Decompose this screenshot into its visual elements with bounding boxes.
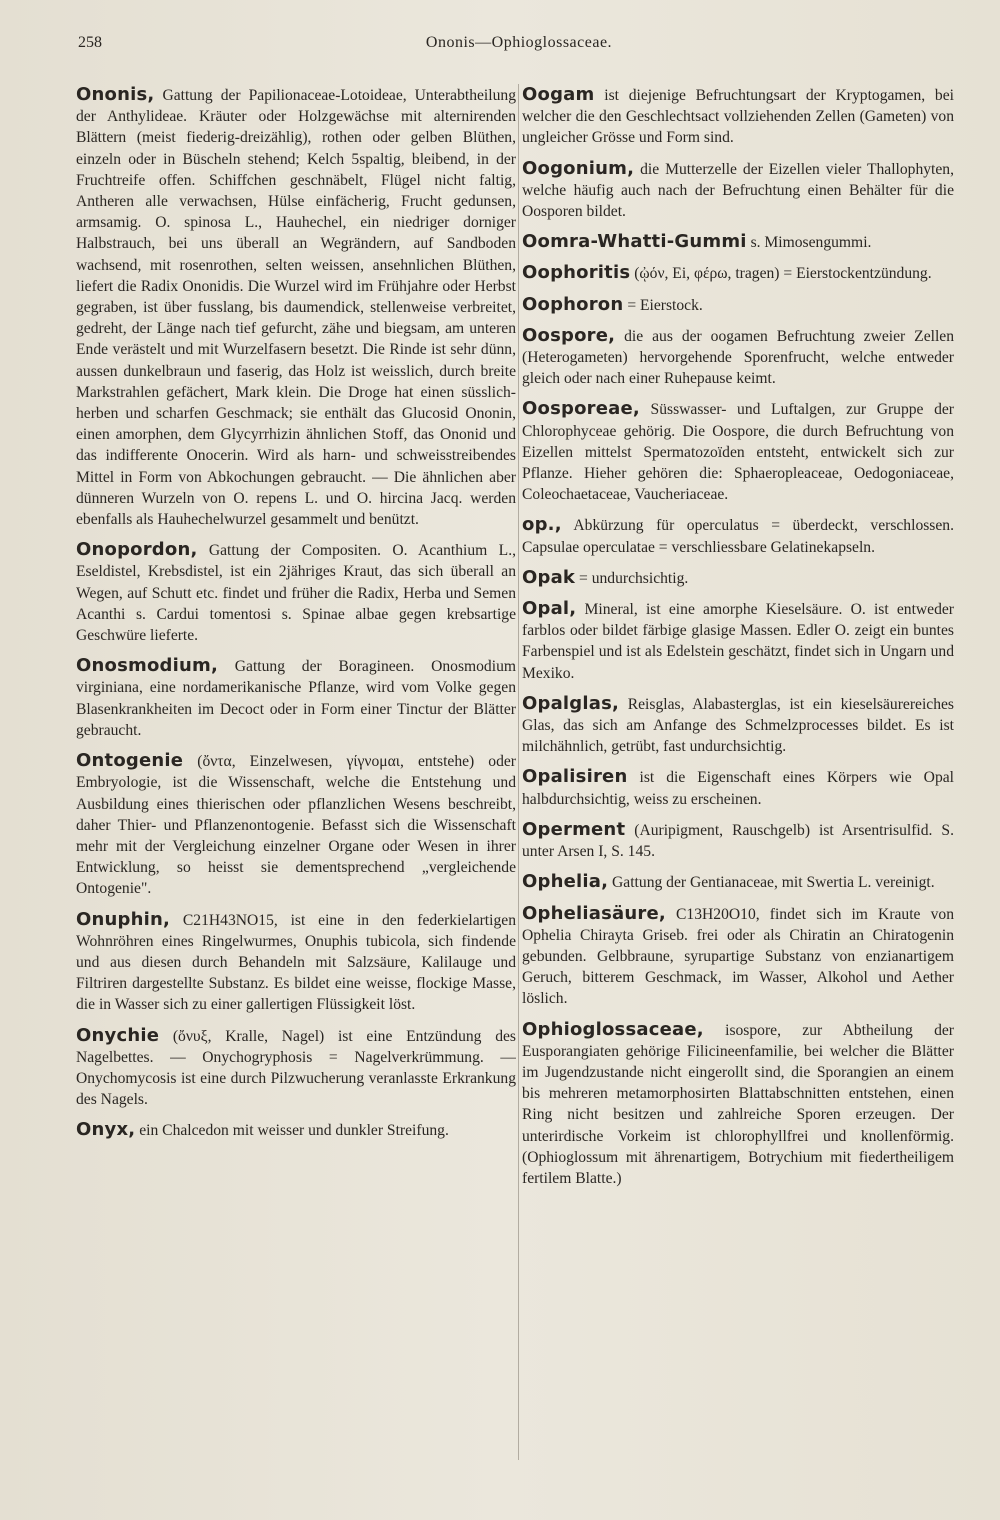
entry-text: isospore, zur Abtheilung der Eusporangiaten gehörige Filicineenfamilie, bei welcher die Blätter im Jugendzustande nicht eingerollt sind, die Sporangien an einem bis mehreren metamorphosirten Blattabschnitten entstehen, einen Ring nicht besitzen und zahlreiche Sporen erzeugen. Der unterirdische Vorkeim ist chlorophyllfrei und knollenförmig. (Ophioglossum mit ährenartigem, Botrychium mit fiedertheiligem fertilem Blatte.)	[522, 1021, 954, 1187]
dictionary-entry	[522, 158, 954, 223]
dictionary-entry	[522, 84, 954, 149]
dictionary-entry	[522, 871, 954, 893]
entry-text: (ᾠόν, Ei, φέρω, tragen) = Eierstockentzündung.	[634, 265, 932, 283]
running-title: Ononis—Ophioglossaceae.	[425, 34, 613, 51]
entry-headword: Onopordon,	[76, 539, 198, 561]
entry-headword: Oophoritis	[522, 262, 631, 284]
entry-text: Süsswasser- und Luftalgen, zur Gruppe der Chlorophyceae gehörig. Die Oospore, die durch Befruchtung von Eizellen mittelst Spermatozoïden entsteht, entwickelt sich zur Pflanze. Hieher gehören die: Sphaeropleaceae, Oedogoniaceae, Coleochaetaceae, Vaucheriaceae.	[522, 401, 954, 504]
entry-headword: Ophioglossaceae,	[522, 1018, 704, 1040]
entry-headword: Onuphin,	[76, 908, 171, 930]
entry-headword: Oomra-Whatti-Gummi	[522, 231, 747, 253]
entry-headword: Ononis,	[76, 84, 155, 105]
entry-headword: Onosmodium,	[76, 655, 218, 677]
dictionary-entry	[76, 750, 516, 899]
entry-headword: Opak	[522, 566, 576, 588]
dictionary-entry	[522, 819, 954, 862]
page-header	[78, 34, 960, 58]
dictionary-entry	[522, 231, 954, 253]
entry-headword: Opal,	[522, 598, 577, 620]
entry-text: ist die Eigenschaft eines Körpers wie Opal halbdurchsichtig, weiss zu erscheinen.	[522, 769, 954, 808]
entry-text: Abkürzung für operculatus = überdeckt, verschlossen. Capsulae operculatae = verschliessbare Gelatinekapseln.	[522, 517, 954, 556]
dictionary-entry	[76, 1025, 516, 1111]
entry-text: C13H20O10, findet sich im Kraute von Ophelia Chirayta Griseb. frei oder als Chiratin an Chiratogenin gebunden. Gelbbraune, syrupartige Substanz von enzianartigem Geruch, bitterem Geschmack, im Wasser, Alkohol und Aether löslich.	[522, 905, 954, 1008]
dictionary-entry	[522, 766, 954, 809]
entry-headword: Ontogenie	[76, 750, 184, 772]
dictionary-entry	[522, 567, 954, 589]
entry-headword: Onychie	[76, 1024, 160, 1046]
dictionary-entry	[76, 655, 516, 741]
column-divider	[518, 84, 519, 1460]
entry-headword: Ophelia,	[522, 871, 609, 893]
entry-text: (Auripigment, Rauschgelb) ist Arsentrisulfid. S. unter Arsen I, S. 145.	[522, 821, 954, 861]
entry-text: = undurchsichtig.	[579, 569, 689, 587]
entry-headword: Oogonium,	[522, 157, 635, 179]
entry-text: die Mutterzelle der Eizellen vieler Thallophyten, welche häufig auch nach der Befruchtung einen Behälter für die Oosporen bildet.	[522, 160, 954, 221]
right-column	[522, 84, 954, 1480]
entry-text: (ὄνυξ, Kralle, Nagel) ist eine Entzündung des Nagelbettes. — Onychogryphosis = Nagelverkrümmung. — Onychomycosis ist eine durch Pilzwucherung veranlasste Erkrankung des Nagels.	[76, 1027, 516, 1109]
entry-text: ist diejenige Befruchtungsart der Kryptogamen, bei welcher die den Geschlechtsact vollziehenden Zellen (Gameten) von ungleicher Grösse und Form sind.	[522, 87, 954, 147]
entry-headword: Operment	[522, 818, 626, 840]
dictionary-entry	[522, 903, 954, 1010]
entry-headword: Oogam	[522, 84, 595, 105]
entry-text: s. Mimosengummi.	[750, 234, 872, 252]
entry-headword: Oospore,	[522, 324, 616, 346]
entry-headword: Opheliasäure,	[522, 902, 666, 924]
entry-headword: Onyx,	[76, 1119, 136, 1141]
dictionary-entry	[522, 514, 954, 557]
entry-headword: Oosporeae,	[522, 398, 640, 420]
dictionary-entry	[522, 294, 954, 316]
dictionary-entry	[522, 325, 954, 390]
entry-text: Gattung der Compositen. O. Acanthium L., Eseldistel, Krebsdistel, ist ein 2jähriges Kraut, das sich überall an Wegen, auf Schutt etc. findet und früher die Radix, Herba und Semen Acanthi s. Cardui tomentosi s. Spinae albae gegen krebsartige Geschwüre lieferte.	[76, 542, 516, 645]
entry-text: Gattung der Boragineen. Onosmodium virginiana, eine nordamerikanische Pflanze, wird vom Volke gegen Blasenkrankheiten im Decoct oder in Form einer Tinctur der Blätter gebraucht.	[76, 658, 516, 739]
entry-text: = Eierstock.	[627, 296, 703, 314]
entry-text: die aus der oogamen Befruchtung zweier Zellen (Heterogameten) hervorgehende Sporenfrucht, welche entweder gleich oder nach einer Ruhepause keimt.	[522, 327, 954, 388]
entry-text: Gattung der Papilionaceae-Lotoideae, Unterabtheilung der Anthylideae. Kräuter oder Holzgewächse mit alternirenden Blättern (meist fiederig-dreizählig), rothen oder gelben Blüthen, einzeln oder in Büscheln stehend; Kelch 5spaltig, bleibend, in der Fruchtreife offen. Schiffchen geschnäbelt, Flügel nicht faltig, Antheren alle verwachsen, Hülse einfächerig, Frucht gedunsen, armsamig. O. spinosa L., Hauhechel, ein niedriger dorniger Halbstrauch, bei uns überall an Wegrändern, auf Sandboden wachsend, mit rosenrothen, selten weissen, ansehnlichen Blüthen, liefert die Radix Ononidis. Die Wurzel wird im Frühjahre oder Herbst gegraben, ist über fusslang, bis daumendick, stellenweise verbreitet, gedreht, der Länge nach tief gefurcht, zähe und biegsam, am unteren Ende verästelt und mit Wurzelfasern besetzt. Die Rinde ist sehr dünn, aussen dunkelbraun und faserig, das Holz ist weisslich, durch breite Markstrahlen gefächert, Mark klein. Die Droge hat einen süsslich-herben und scharfen Geschmack; sie enthält das Glucosid Ononin, einen amorphen, dem Glycyrrhizin ähnlichen Stoff, das Ononid und das indifferente Onocerin. Wird als harn- und schweisstreibendes Mittel in Form von Abkochungen gebraucht. — Die ähnlichen aber dünneren Wurzeln von O. repens L. und O. hircina Jacq. werden ebenfalls als Hauhechelwurzel gesammelt und benützt.	[76, 87, 516, 529]
entry-text: Mineral, ist eine amorphe Kieselsäure. O. ist entweder farblos oder bildet färbige glasige Massen. Edler O. zeigt ein buntes Farbenspiel und ist als Edelstein geschätzt, findet sich in Ungarn und Mexiko.	[522, 601, 954, 682]
dictionary-entry	[522, 598, 954, 684]
entry-headword: Opalisiren	[522, 766, 628, 788]
entry-headword: Opalglas,	[522, 692, 620, 714]
dictionary-entry	[76, 84, 516, 530]
dictionary-entry	[522, 693, 954, 758]
entry-text: Reisglas, Alabasterglas, ist ein kieselsäurereiches Glas, das sich am Anfange des Schmelzprocesses bildet. Es ist milchähnlich, getrübt, fast undurchsichtig.	[522, 695, 954, 756]
page-number: 258	[78, 34, 102, 51]
left-column	[76, 84, 516, 1480]
entry-text: ein Chalcedon mit weisser und dunkler Streifung.	[139, 1122, 449, 1140]
dictionary-entry	[522, 398, 954, 505]
entry-headword: Oophoron	[522, 293, 624, 315]
dictionary-entry	[76, 539, 516, 646]
entry-text: Gattung der Gentianaceae, mit Swertia L. vereinigt.	[612, 874, 935, 892]
dictionary-entry	[76, 1119, 516, 1141]
entry-headword: op.,	[522, 514, 562, 536]
dictionary-entry	[522, 262, 954, 284]
entry-text: (ὄντα, Einzelwesen, γίγνομαι, entstehe) oder Embryologie, ist die Wissenschaft, welche die Entstehung und Ausbildung eines thierischen oder pflanzlichen Wesens beschreibt, daher Thier- und Pflanzenontogenie. Befasst sich die Wissenschaft mehr mit der Vergleichung einzelner Organe oder Wesen in ihrer Entwicklung, so heisst sie dementsprechend „vergleichende Ontogenie".	[76, 753, 516, 898]
entry-text: C21H43NO15, ist eine in den federkielartigen Wohnröhren eines Ringelwurmes, Onuphis tubicola, sich findende und aus diesen durch Behandeln mit Salzsäure, Kalilauge und Filtriren dargestellte Substanz. Es bildet eine weisse, flockige Masse, die in Wasser sich zu einer gallertigen Flüssigkeit löst.	[76, 911, 516, 1014]
dictionary-entry	[522, 1019, 954, 1190]
dictionary-entry	[76, 909, 516, 1016]
